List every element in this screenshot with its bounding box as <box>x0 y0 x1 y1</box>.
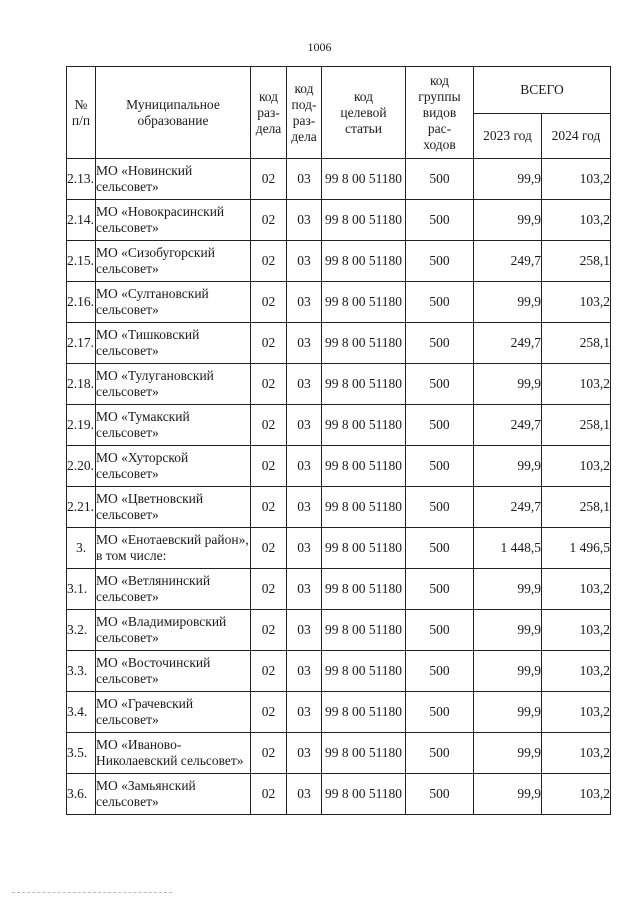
row-number: 2.19. <box>67 405 96 446</box>
table-row <box>67 282 611 323</box>
row-subsection-code: 03 <box>287 159 322 200</box>
row-target-code: 99 8 00 51180 <box>322 610 406 651</box>
row-target-code: 99 8 00 51180 <box>322 528 406 569</box>
row-target-code: 99 8 00 51180 <box>322 487 406 528</box>
row-target-code: 99 8 00 51180 <box>322 651 406 692</box>
table-row <box>67 200 611 241</box>
row-subsection-code: 03 <box>287 487 322 528</box>
row-value-2023: 99,9 <box>474 159 542 200</box>
table-row <box>67 733 611 774</box>
row-municipality: МО «Тулугановский сельсовет» <box>96 364 251 405</box>
row-subsection-code: 03 <box>287 692 322 733</box>
row-number: 3. <box>67 528 96 569</box>
header-subsection-code: код под- раз- дела <box>287 67 322 159</box>
row-section-code: 02 <box>251 323 287 364</box>
header-total: ВСЕГО <box>474 67 611 114</box>
row-section-code: 02 <box>251 733 287 774</box>
row-target-code: 99 8 00 51180 <box>322 405 406 446</box>
row-expense-group: 500 <box>406 733 474 774</box>
row-expense-group: 500 <box>406 774 474 815</box>
row-target-code: 99 8 00 51180 <box>322 692 406 733</box>
row-target-code: 99 8 00 51180 <box>322 733 406 774</box>
row-expense-group: 500 <box>406 405 474 446</box>
row-value-2023: 249,7 <box>474 323 542 364</box>
row-value-2023: 1 448,5 <box>474 528 542 569</box>
row-value-2023: 99,9 <box>474 692 542 733</box>
row-value-2023: 249,7 <box>474 405 542 446</box>
row-number: 2.13. <box>67 159 96 200</box>
header-year-2024: 2024 год <box>542 114 611 159</box>
row-subsection-code: 03 <box>287 200 322 241</box>
row-value-2024: 103,2 <box>542 774 611 815</box>
row-subsection-code: 03 <box>287 733 322 774</box>
header-target-code: код целевой статьи <box>322 67 406 159</box>
row-number: 2.20. <box>67 446 96 487</box>
row-number: 2.18. <box>67 364 96 405</box>
row-section-code: 02 <box>251 610 287 651</box>
row-expense-group: 500 <box>406 446 474 487</box>
row-expense-group: 500 <box>406 323 474 364</box>
table-row <box>67 364 611 405</box>
row-subsection-code: 03 <box>287 569 322 610</box>
header-year-2023: 2023 год <box>474 114 542 159</box>
row-number: 2.16. <box>67 282 96 323</box>
row-section-code: 02 <box>251 446 287 487</box>
row-value-2023: 99,9 <box>474 774 542 815</box>
row-subsection-code: 03 <box>287 651 322 692</box>
row-expense-group: 500 <box>406 610 474 651</box>
table-row <box>67 651 611 692</box>
row-municipality: МО «Султановский сельсовет» <box>96 282 251 323</box>
table-row <box>67 692 611 733</box>
row-subsection-code: 03 <box>287 610 322 651</box>
row-value-2023: 99,9 <box>474 569 542 610</box>
row-section-code: 02 <box>251 159 287 200</box>
row-number: 2.17. <box>67 323 96 364</box>
header-municipality: Муниципальное образование <box>96 67 251 159</box>
row-value-2024: 103,2 <box>542 610 611 651</box>
row-target-code: 99 8 00 51180 <box>322 323 406 364</box>
row-subsection-code: 03 <box>287 323 322 364</box>
row-expense-group: 500 <box>406 569 474 610</box>
row-subsection-code: 03 <box>287 528 322 569</box>
table-row <box>67 241 611 282</box>
table-row <box>67 774 611 815</box>
row-section-code: 02 <box>251 200 287 241</box>
row-section-code: 02 <box>251 282 287 323</box>
row-value-2023: 99,9 <box>474 610 542 651</box>
row-value-2023: 249,7 <box>474 487 542 528</box>
table-body <box>67 159 611 815</box>
row-value-2023: 99,9 <box>474 200 542 241</box>
row-target-code: 99 8 00 51180 <box>322 569 406 610</box>
row-value-2024: 103,2 <box>542 651 611 692</box>
row-value-2023: 249,7 <box>474 241 542 282</box>
row-section-code: 02 <box>251 774 287 815</box>
row-number: 2.15. <box>67 241 96 282</box>
row-municipality: МО «Цветновский сельсовет» <box>96 487 251 528</box>
row-target-code: 99 8 00 51180 <box>322 200 406 241</box>
row-expense-group: 500 <box>406 487 474 528</box>
row-number: 3.3. <box>67 651 96 692</box>
row-expense-group: 500 <box>406 651 474 692</box>
row-municipality: МО «Тумакский сельсовет» <box>96 405 251 446</box>
row-value-2024: 103,2 <box>542 200 611 241</box>
row-municipality: МО «Восточинский сельсовет» <box>96 651 251 692</box>
table-row <box>67 487 611 528</box>
row-value-2023: 99,9 <box>474 651 542 692</box>
row-number: 3.1. <box>67 569 96 610</box>
row-value-2024: 258,1 <box>542 487 611 528</box>
row-value-2024: 258,1 <box>542 323 611 364</box>
row-municipality: МО «Тишковский сельсовет» <box>96 323 251 364</box>
row-value-2024: 103,2 <box>542 282 611 323</box>
row-value-2024: 103,2 <box>542 733 611 774</box>
row-expense-group: 500 <box>406 159 474 200</box>
row-target-code: 99 8 00 51180 <box>322 241 406 282</box>
row-municipality: МО «Владимировский сельсовет» <box>96 610 251 651</box>
table-row <box>67 405 611 446</box>
row-value-2024: 103,2 <box>542 446 611 487</box>
row-expense-group: 500 <box>406 528 474 569</box>
row-municipality: МО «Хуторской сельсовет» <box>96 446 251 487</box>
row-value-2024: 258,1 <box>542 405 611 446</box>
row-expense-group: 500 <box>406 241 474 282</box>
row-value-2023: 99,9 <box>474 446 542 487</box>
row-value-2024: 103,2 <box>542 569 611 610</box>
footer-divider <box>12 892 172 893</box>
row-subsection-code: 03 <box>287 774 322 815</box>
row-target-code: 99 8 00 51180 <box>322 446 406 487</box>
row-municipality: МО «Грачевский сельсовет» <box>96 692 251 733</box>
row-section-code: 02 <box>251 487 287 528</box>
row-municipality: МО «Енотаевский район», в том числе: <box>96 528 251 569</box>
row-expense-group: 500 <box>406 364 474 405</box>
row-value-2024: 103,2 <box>542 364 611 405</box>
row-section-code: 02 <box>251 692 287 733</box>
header-num: № п/п <box>67 67 96 159</box>
table-row <box>67 528 611 569</box>
row-municipality: МО «Новокрасинский сельсовет» <box>96 200 251 241</box>
row-number: 3.5. <box>67 733 96 774</box>
row-section-code: 02 <box>251 405 287 446</box>
row-target-code: 99 8 00 51180 <box>322 282 406 323</box>
row-number: 2.21. <box>67 487 96 528</box>
row-number: 3.2. <box>67 610 96 651</box>
row-section-code: 02 <box>251 651 287 692</box>
table-row <box>67 610 611 651</box>
row-value-2023: 99,9 <box>474 364 542 405</box>
row-value-2023: 99,9 <box>474 282 542 323</box>
row-subsection-code: 03 <box>287 364 322 405</box>
row-municipality: МО «Новинский сельсовет» <box>96 159 251 200</box>
budget-table <box>66 66 611 815</box>
row-value-2023: 99,9 <box>474 733 542 774</box>
row-section-code: 02 <box>251 364 287 405</box>
row-subsection-code: 03 <box>287 241 322 282</box>
row-expense-group: 500 <box>406 282 474 323</box>
table-row <box>67 323 611 364</box>
row-subsection-code: 03 <box>287 282 322 323</box>
row-subsection-code: 03 <box>287 446 322 487</box>
row-section-code: 02 <box>251 569 287 610</box>
row-value-2024: 103,2 <box>542 159 611 200</box>
page-number: 1006 <box>307 40 332 54</box>
row-target-code: 99 8 00 51180 <box>322 159 406 200</box>
table-row <box>67 159 611 200</box>
row-target-code: 99 8 00 51180 <box>322 364 406 405</box>
row-expense-group: 500 <box>406 692 474 733</box>
row-target-code: 99 8 00 51180 <box>322 774 406 815</box>
row-value-2024: 1 496,5 <box>542 528 611 569</box>
row-number: 3.4. <box>67 692 96 733</box>
row-municipality: МО «Замьянский сельсовет» <box>96 774 251 815</box>
table-row <box>67 569 611 610</box>
row-number: 3.6. <box>67 774 96 815</box>
row-value-2024: 258,1 <box>542 241 611 282</box>
row-expense-group: 500 <box>406 200 474 241</box>
row-section-code: 02 <box>251 241 287 282</box>
row-section-code: 02 <box>251 528 287 569</box>
row-municipality: МО «Сизобугорский сельсовет» <box>96 241 251 282</box>
row-municipality: МО «Ветлянинский сельсовет» <box>96 569 251 610</box>
row-subsection-code: 03 <box>287 405 322 446</box>
row-municipality: МО «Иваново-Николаевский сельсовет» <box>96 733 251 774</box>
header-expense-group: код группы видов рас- ходов <box>406 67 474 159</box>
table-row <box>67 446 611 487</box>
header-section-code: код раз- дела <box>251 67 287 159</box>
row-value-2024: 103,2 <box>542 692 611 733</box>
row-number: 2.14. <box>67 200 96 241</box>
